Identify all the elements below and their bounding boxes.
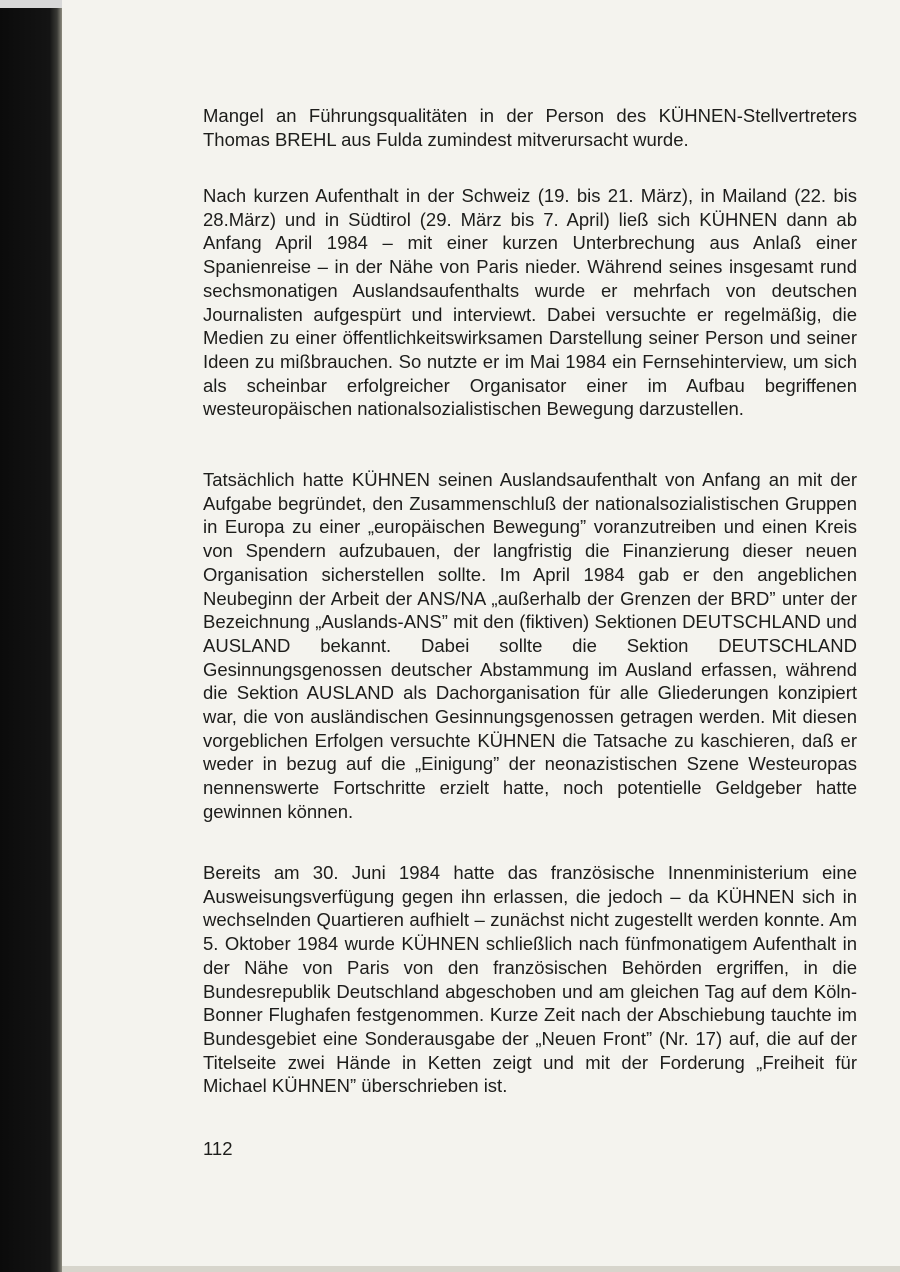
scan-margin <box>0 0 62 8</box>
paragraph-1: Mangel an Führungsqualitäten in der Person des KÜHNEN-Stellvertreters Thomas BREHL aus Fulda zumindest mitverursacht wurde. <box>203 105 857 150</box>
page-number: 112 <box>203 1138 233 1159</box>
paragraph-4: Bereits am 30. Juni 1984 hatte das französische Innenministerium eine Ausweisungsverfügung gegen ihn erlassen, die jedoch – da KÜHNEN sich in wechselnden Quartieren aufhielt – zunächst nicht zugestellt werden konnte. Am 5. Oktober 1984 wurde KÜHNEN schließlich nach fünfmonatigem Aufenthalt in der Nähe von Paris von den französischen Behörden ergriffen, in die Bundesrepublik Deutschland abgeschoben und am gleichen Tag auf dem Köln-Bonner Flughafen festgenommen. Kurze Zeit nach der Abschiebung tauchte im Bundesgebiet eine Sonderausgabe der „Neuen Front” (Nr. 17) auf, die auf der Titelseite zwei Hände in Ketten zeigt und mit der Forderung „Freiheit für Michael KÜHNEN” überschrieben ist. <box>203 862 857 1097</box>
binding-shadow <box>0 0 62 1272</box>
paragraph-3: Tatsächlich hatte KÜHNEN seinen Auslandsaufenthalt von Anfang an mit der Aufgabe begründet, den Zusammenschluß der nationalsozialistischen Gruppen in Europa zu einer „europäischen Bewegung” voranzutreiben und einen Kreis von Spendern aufzubauen, der langfristig die Finanzierung dieser neuen Organisation sicherstellen sollte. Im April 1984 gab er den angeblichen Neubeginn der Arbeit der ANS/NA „außerhalb der Grenzen der BRD” unter der Bezeichnung „Auslands-ANS” mit den (fiktiven) Sektionen DEUTSCHLAND und AUSLAND bekannt. Dabei sollte die Sektion DEUTSCHLAND Gesinnungsgenossen deutscher Abstammung im Ausland erfassen, während die Sektion AUSLAND als Dachorganisation für alle Gliederungen konzipiert war, die von ausländischen Gesinnungsgenossen getragen werden. Mit diesen vorgeblichen Erfolgen versuchte KÜHNEN die Tatsache zu kaschieren, daß er weder in bezug auf die „Einigung” der neonazistischen Szene Westeuropas nennenswerte Fortschritte erzielt hatte, noch potentielle Geldgeber hatte gewinnen können. <box>203 469 857 822</box>
page-edge <box>62 1266 900 1272</box>
paragraph-2: Nach kurzen Aufenthalt in der Schweiz (19. bis 21. März), in Mailand (22. bis 28.März) und in Südtirol (29. März bis 7. April) ließ sich KÜHNEN dann ab Anfang April 1984 – mit einer kurzen Unterbrechung aus Anlaß einer Spanienreise – in der Nähe von Paris nieder. Während seines insgesamt rund sechsmonatigen Auslandsaufenthalts wurde er mehrfach von deutschen Journalisten aufgespürt und interviewt. Dabei versuchte er regelmäßig, die Medien zu einer öffentlichkeitswirksamen Darstellung seiner Person und seiner Ideen zu mißbrauchen. So nutzte er im Mai 1984 ein Fernsehinterview, um sich als scheinbar erfolgreicher Organisator einer im Aufbau begriffenen westeuropäischen nationalsozialistischen Bewegung darzustellen. <box>203 185 857 420</box>
